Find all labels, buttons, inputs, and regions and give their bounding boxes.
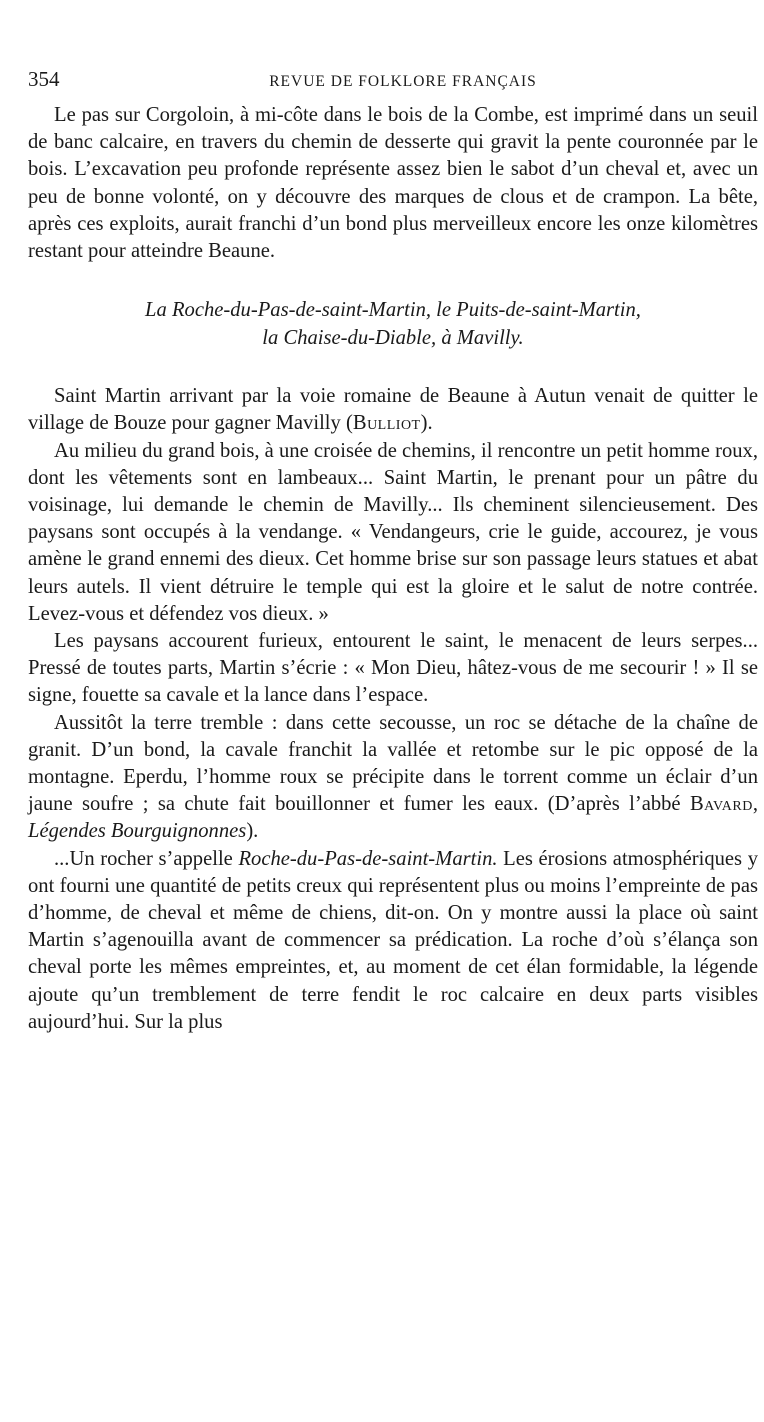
author-bulliot: Bulliot (352, 412, 421, 435)
page-number: 354 (28, 67, 60, 91)
paragraph-4 (28, 710, 758, 846)
place-name: Roche-du-Pas-de-saint-Martin. (238, 847, 498, 870)
paragraph-1 (28, 383, 758, 437)
page-header (28, 66, 758, 102)
section-title-line-1: La Roche-du-Pas-de-saint-Martin, le Puits-de-saint-Martin, (145, 299, 641, 322)
paragraph-5-text: Les érosions atmosphériques y ont fourni une quantité de petits creux qui représentent plus ou moins l’empreinte de pas d’homme, de cheval et même de chiens, dit-on. On y montre aussi la place où saint Martin s’agenouilla avant de commencer sa prédication. La roche d’où s’élança son cheval porte les mêmes empreintes, et, au moment de cet élan formidable, la légende ajoute qu’un tremblement de terre fendit le roc calcaire en deux parts visibles aujourd’hui. Sur la plus (28, 847, 758, 1033)
paragraph-4-sep: , (752, 793, 758, 816)
section-title (28, 297, 758, 352)
document-page (28, 66, 758, 1036)
running-title: REVUE DE FOLKLORE FRANÇAIS (269, 73, 537, 90)
paragraph-5 (28, 846, 758, 1036)
paragraph-4-text: Aussitôt la terre tremble : dans cette secousse, un roc se détache de la chaîne de granit. D’un bond, la cavale franchit la vallée et retombe sur le pic opposé de la montagne. Eperdu, l’homme roux se précipite dans le torrent comme un éclair d’un jaune soufre ; sa chute fait bouillonner et fumer les eaux. (D’après l’abbé (28, 711, 758, 816)
paragraph-4-end: ). (246, 820, 259, 843)
author-bavard: Bavard (689, 793, 753, 816)
book-title: Légendes Bourguignonnes (28, 820, 247, 843)
paragraph-1-text: Saint Martin arrivant par la voie romaine de Beaune à Autun venait de quitter le village de Bouze pour gagner Mavilly ( (28, 385, 758, 435)
paragraph-2: Au milieu du grand bois, à une croisée de chemins, il rencontre un petit homme roux, dont les vêtements sont en lambeaux... Saint Martin, le prenant pour un pâtre du voisinage, lui demande le chemin de Mavilly... Ils cheminent silencieusement. Des paysans sont occupés à la vendange. « Vendangeurs, crie le guide, accourez, je vous amène le grand ennemi des dieux. Cet homme brise sur son passage leurs statues et abat leurs autels. Il vient détruire le temple qui est la gloire et le salut de notre contrée. Levez-vous et défendez vos dieux. » (28, 439, 758, 625)
paragraph-5-start: ...Un rocher s’appelle (54, 847, 239, 870)
paragraph-1-end: ). (420, 412, 433, 435)
paragraph-3: Les paysans accourent furieux, entourent le saint, le menacent de leurs serpes... Pressé de toutes parts, Martin s’écrie : « Mon Dieu, hâtez-vous de me secourir ! » Il se signe, fouette sa cavale et la lance dans l’espace. (28, 630, 758, 707)
intro-paragraph: Le pas sur Corgoloin, à mi-côte dans le bois de la Combe, est imprimé dans un seuil de banc calcaire, en travers du chemin de desserte qui gravit la pente couronnée par le bois. L’excavation peu profonde représente assez bien le sabot d’un cheval et, avec un peu de bonne volonté, on y découvre des marques de clous et de crampon. La bête, après ces exploits, aurait franchi d’un bond plus merveilleux encore les onze kilomètres restant pour atteindre Beaune. (28, 104, 758, 263)
section-title-line-2: la Chaise-du-Diable, à Mavilly. (262, 326, 524, 349)
